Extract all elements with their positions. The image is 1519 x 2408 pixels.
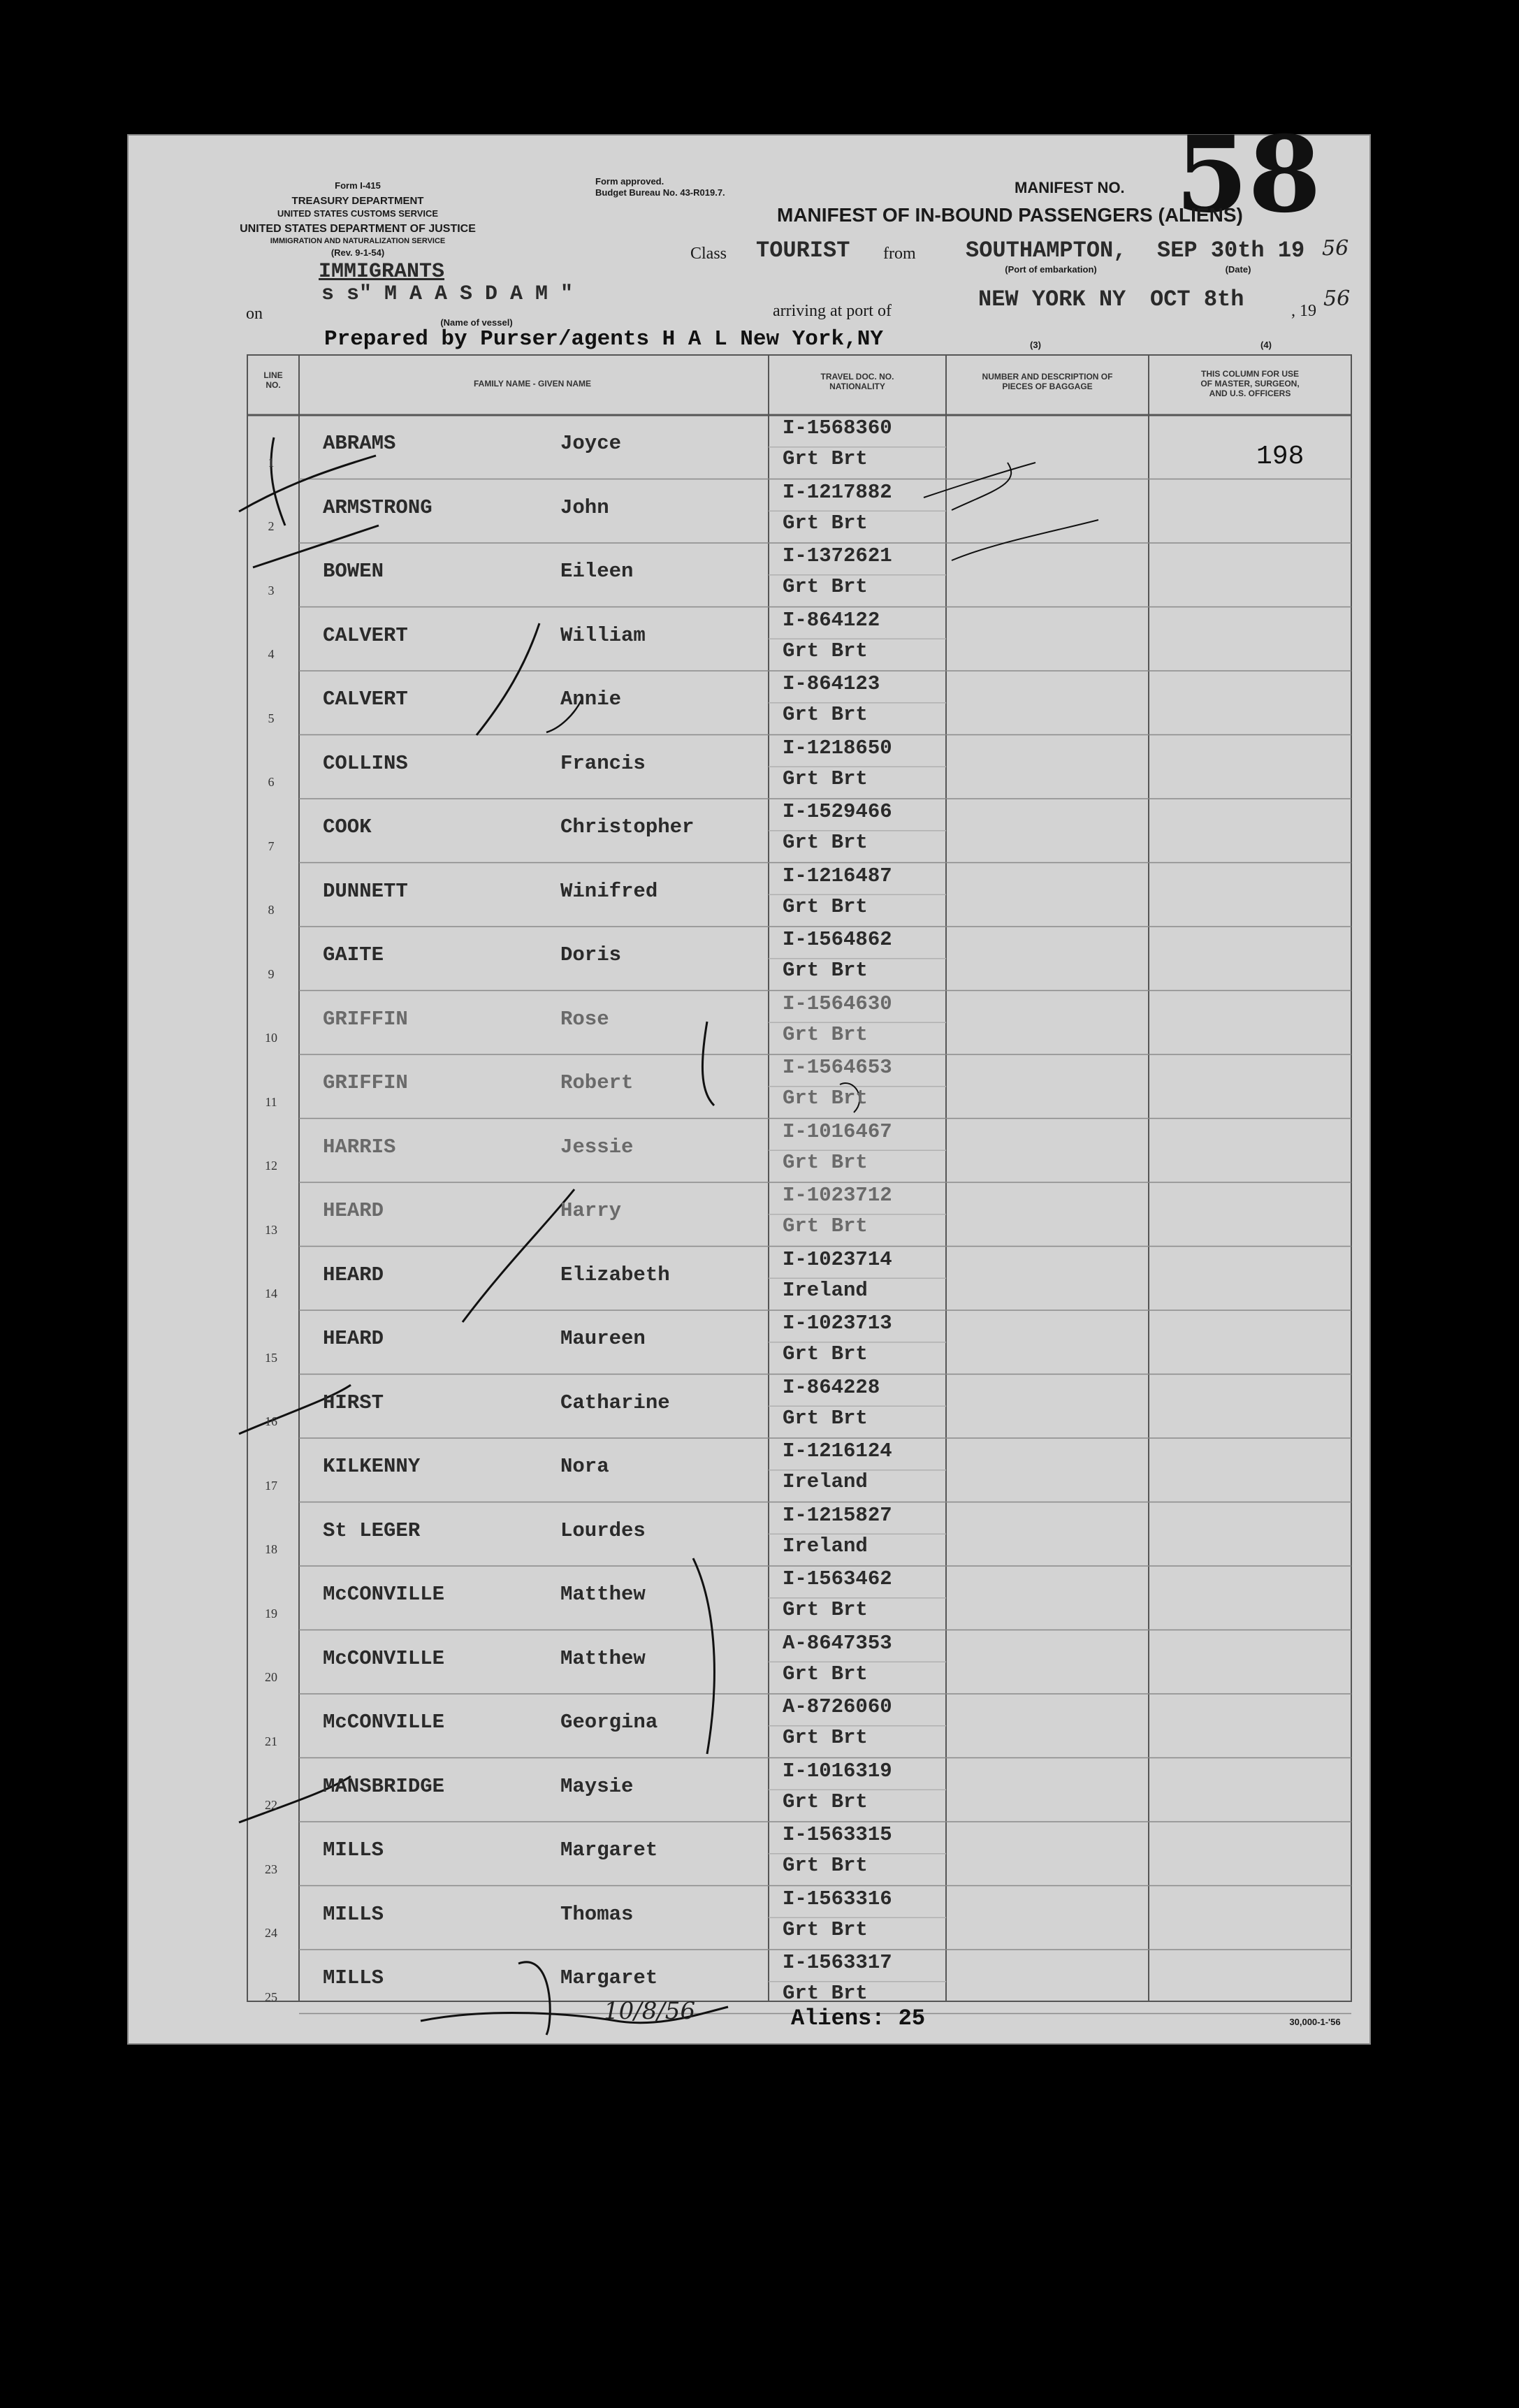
family-name: COOK <box>323 815 372 839</box>
family-name: MILLS <box>323 1966 384 1989</box>
given-name: Maureen <box>560 1327 646 1350</box>
nationality: Grt Brt <box>783 831 868 854</box>
form-id: Form I-415 <box>335 180 381 191</box>
col-travel-doc: TRAVEL DOC. NO. NATIONALITY <box>820 372 894 391</box>
nationality: Grt Brt <box>783 1598 868 1621</box>
given-name: Thomas <box>560 1902 634 1926</box>
line-number: 9 <box>268 966 275 981</box>
manifest-no-label: MANIFEST NO. <box>1015 179 1125 196</box>
given-name: Margaret <box>560 1838 658 1862</box>
given-name: Margaret <box>560 1966 658 1989</box>
family-name: HEARD <box>323 1199 384 1222</box>
table-row <box>127 1182 1245 1247</box>
port-caption: (Port of embarkation) <box>1005 264 1097 275</box>
budget-label: Budget Bureau No. 43-R019.7. <box>595 187 725 198</box>
given-name: Matthew <box>560 1646 646 1670</box>
table-row <box>127 1694 1245 1758</box>
manifest-page <box>127 113 1371 2045</box>
table-row <box>127 1119 1245 1183</box>
travel-doc-no: I-1023712 <box>783 1184 892 1207</box>
travel-doc-no: I-864123 <box>783 672 880 695</box>
family-name: CALVERT <box>323 623 408 647</box>
nationality: Grt Brt <box>783 1087 868 1110</box>
line-number: 13 <box>265 1222 277 1237</box>
approved-label: Form approved. <box>595 176 664 187</box>
family-name: HEARD <box>323 1263 384 1286</box>
travel-doc-no: I-1372621 <box>783 544 892 567</box>
line-number: 8 <box>268 903 275 917</box>
given-name: Winifred <box>560 879 658 903</box>
given-name: Matthew <box>560 1583 646 1606</box>
given-name: Georgina <box>560 1711 658 1734</box>
given-name: Lourdes <box>560 1518 646 1542</box>
given-name: Harry <box>560 1199 622 1222</box>
aliens-total: Aliens: 25 <box>791 2006 926 2031</box>
family-name: KILKENNY <box>323 1455 421 1478</box>
travel-doc-no: I-864122 <box>783 608 880 632</box>
given-name: Francis <box>560 751 646 775</box>
table-row <box>127 991 1245 1055</box>
travel-doc-no: A-8647353 <box>783 1631 892 1655</box>
given-name: Christopher <box>560 815 695 839</box>
given-name: Rose <box>560 1007 609 1031</box>
line-number: 7 <box>268 839 275 853</box>
immigrants-label: IMMIGRANTS <box>319 260 445 284</box>
table-row <box>127 479 1245 544</box>
vessel-caption: (Name of vessel) <box>440 317 513 328</box>
arriving-label: arriving at port of <box>773 302 892 320</box>
given-name: Catharine <box>560 1391 670 1414</box>
nationality: Grt Brt <box>783 1917 868 1941</box>
nationality: Grt Brt <box>783 959 868 982</box>
table-row <box>127 1758 1245 1822</box>
line-number: 20 <box>265 1670 277 1684</box>
family-name: GRIFFIN <box>323 1071 408 1094</box>
travel-doc-no: I-1563316 <box>783 1887 892 1910</box>
travel-doc-no: I-1216487 <box>783 864 892 887</box>
travel-doc-no: I-1563462 <box>783 1567 892 1590</box>
travel-doc-no: I-1016319 <box>783 1759 892 1783</box>
travel-doc-no: I-1564630 <box>783 992 892 1015</box>
nationality: Grt Brt <box>783 639 868 662</box>
line-number: 22 <box>265 1798 277 1812</box>
travel-doc-no: I-1529466 <box>783 800 892 823</box>
table-row <box>127 607 1245 672</box>
table-row <box>127 1375 1245 1439</box>
ins-label: IMMIGRATION AND NATURALIZATION SERVICE <box>270 237 446 245</box>
family-name: ARMSTRONG <box>323 495 433 519</box>
rev-label: (Rev. 9-1-54) <box>330 247 385 258</box>
line-number: 12 <box>265 1159 277 1173</box>
family-name: BOWEN <box>323 560 384 583</box>
travel-doc-no: I-1563317 <box>783 1951 892 1974</box>
nationality: Grt Brt <box>783 767 868 790</box>
nationality: Grt Brt <box>783 575 868 598</box>
nationality: Grt Brt <box>783 1342 868 1365</box>
from-label: from <box>883 245 916 263</box>
line-number: 21 <box>265 1734 277 1748</box>
family-name: COLLINS <box>323 751 408 775</box>
caption-3: (3) <box>1030 340 1041 350</box>
line-number: 16 <box>265 1414 277 1428</box>
nationality: Grt Brt <box>783 1982 868 2005</box>
travel-doc-no: I-1564653 <box>783 1056 892 1079</box>
table-row <box>127 671 1245 735</box>
family-name: GRIFFIN <box>323 1007 408 1031</box>
table-row <box>127 799 1245 863</box>
travel-doc-no: I-1023714 <box>783 1247 892 1271</box>
on-label: on <box>246 305 263 323</box>
nationality: Grt Brt <box>783 1790 868 1813</box>
travel-doc-no: A-8726060 <box>783 1695 892 1718</box>
handwritten-date: 10/8/56 <box>604 1997 696 2025</box>
travel-doc-no: I-1216124 <box>783 1439 892 1463</box>
from-value: SOUTHAMPTON, <box>966 238 1127 263</box>
line-number: 11 <box>265 1094 277 1109</box>
table-row <box>127 1630 1245 1695</box>
arrival-port: NEW YORK NY <box>978 287 1126 312</box>
vessel-name: s s" M A A S D A M " <box>321 282 574 306</box>
nationality: Grt Brt <box>783 1854 868 1877</box>
table-row <box>127 927 1245 991</box>
nationality: Grt Brt <box>783 1662 868 1685</box>
table-row <box>127 1438 1245 1502</box>
given-name: Elizabeth <box>560 1263 670 1286</box>
line-number: 25 <box>265 1989 277 2004</box>
customs-label: UNITED STATES CUSTOMS SERVICE <box>277 208 439 219</box>
arrival-date: OCT 8th <box>1150 287 1244 312</box>
family-name: MILLS <box>323 1902 384 1926</box>
travel-doc-no: I-1217882 <box>783 480 892 504</box>
nationality: Grt Brt <box>783 703 868 726</box>
year2-prefix: , 19 <box>1291 302 1316 320</box>
table-row <box>127 1310 1245 1375</box>
dept-label: TREASURY DEPARTMENT <box>291 195 424 207</box>
travel-doc-no: I-1218650 <box>783 736 892 760</box>
family-name: ABRAMS <box>323 432 396 455</box>
given-name: Joyce <box>560 432 622 455</box>
departure-date: SEP 30th 19 <box>1157 238 1305 263</box>
table-row <box>127 863 1245 927</box>
table-row <box>127 1566 1245 1630</box>
line-number: 15 <box>265 1350 277 1365</box>
family-name: CALVERT <box>323 688 408 711</box>
travel-doc-no: I-1023713 <box>783 1312 892 1335</box>
nationality: Grt Brt <box>783 447 868 470</box>
table-row <box>127 1054 1245 1119</box>
caption-4: (4) <box>1260 340 1272 350</box>
line-number: 5 <box>268 711 275 725</box>
manifest-number: 58 <box>1175 113 1321 236</box>
line-number: 24 <box>265 1926 277 1940</box>
family-name: GAITE <box>323 943 384 966</box>
col-officers: THIS COLUMN FOR USE OF MASTER, SURGEON, AND U.S. OFFICERS <box>1200 369 1300 398</box>
table-row <box>127 1502 1245 1567</box>
travel-doc-no: I-1564862 <box>783 928 892 951</box>
table-row <box>127 415 1245 479</box>
nationality: Grt Brt <box>783 1726 868 1749</box>
nationality: Ireland <box>783 1534 868 1558</box>
table-row <box>127 1886 1245 1950</box>
arrival-year: 56 <box>1323 287 1351 311</box>
table-row <box>127 543 1245 607</box>
class-value: TOURIST <box>756 238 850 263</box>
travel-doc-no: I-1215827 <box>783 1503 892 1527</box>
prepared-by: Prepared by Purser/agents H A L New York,NY <box>324 327 883 351</box>
justice-label: UNITED STATES DEPARTMENT OF JUSTICE <box>240 223 476 235</box>
given-name: John <box>560 495 609 519</box>
family-name: DUNNETT <box>323 879 408 903</box>
nationality: Grt Brt <box>783 511 868 535</box>
line-number: 3 <box>268 583 275 597</box>
nationality: Ireland <box>783 1470 868 1493</box>
line-number: 4 <box>268 647 275 661</box>
given-name: Maysie <box>560 1774 634 1798</box>
line-number: 18 <box>265 1542 277 1556</box>
nationality: Grt Brt <box>783 1022 868 1046</box>
col-line-no: LINE NO. <box>263 370 283 390</box>
family-name: McCONVILLE <box>323 1711 445 1734</box>
family-name: McCONVILLE <box>323 1646 445 1670</box>
given-name: Jessie <box>560 1135 634 1159</box>
line-number: 10 <box>265 1031 277 1045</box>
line-number: 6 <box>268 775 275 789</box>
line-number: 23 <box>265 1862 277 1876</box>
col-baggage: NUMBER AND DESCRIPTION OF PIECES OF BAGGAGE <box>982 372 1113 391</box>
nationality: Grt Brt <box>783 894 868 918</box>
table-row <box>127 1247 1245 1311</box>
family-name: MILLS <box>323 1838 384 1862</box>
date-caption: (Date) <box>1225 264 1251 275</box>
family-name: St LEGER <box>323 1518 421 1542</box>
given-name: Annie <box>560 688 622 711</box>
family-name: HARRIS <box>323 1135 396 1159</box>
print-code: 30,000-1-'56 <box>1289 2017 1341 2027</box>
nationality: Grt Brt <box>783 1150 868 1174</box>
col-name: FAMILY NAME - GIVEN NAME <box>473 379 592 389</box>
table-row <box>127 1822 1245 1886</box>
manifest-title: MANIFEST OF IN-BOUND PASSENGERS (ALIENS) <box>777 204 1243 226</box>
given-name: Doris <box>560 943 622 966</box>
travel-doc-no: I-1563315 <box>783 1823 892 1846</box>
line-number: 14 <box>265 1286 277 1300</box>
departure-year: 56 <box>1322 236 1349 261</box>
given-name: Eileen <box>560 560 634 583</box>
line-number: 2 <box>268 519 275 533</box>
family-name: McCONVILLE <box>323 1583 445 1606</box>
given-name: Nora <box>560 1455 609 1478</box>
officer-note: 198 <box>1256 442 1304 472</box>
class-label: Class <box>690 245 727 263</box>
nationality: Ireland <box>783 1278 868 1302</box>
given-name: William <box>560 623 646 647</box>
travel-doc-no: I-864228 <box>783 1375 880 1399</box>
line-number: 19 <box>265 1606 277 1620</box>
line-number: 17 <box>265 1478 277 1493</box>
line-number: 1 <box>268 455 275 470</box>
travel-doc-no: I-1568360 <box>783 416 892 440</box>
nationality: Grt Brt <box>783 1214 868 1238</box>
nationality: Grt Brt <box>783 1406 868 1430</box>
given-name: Robert <box>560 1071 634 1094</box>
travel-doc-no: I-1016467 <box>783 1119 892 1143</box>
family-name: MANSBRIDGE <box>323 1774 445 1798</box>
table-row <box>127 735 1245 799</box>
family-name: HIRST <box>323 1391 384 1414</box>
family-name: HEARD <box>323 1327 384 1350</box>
